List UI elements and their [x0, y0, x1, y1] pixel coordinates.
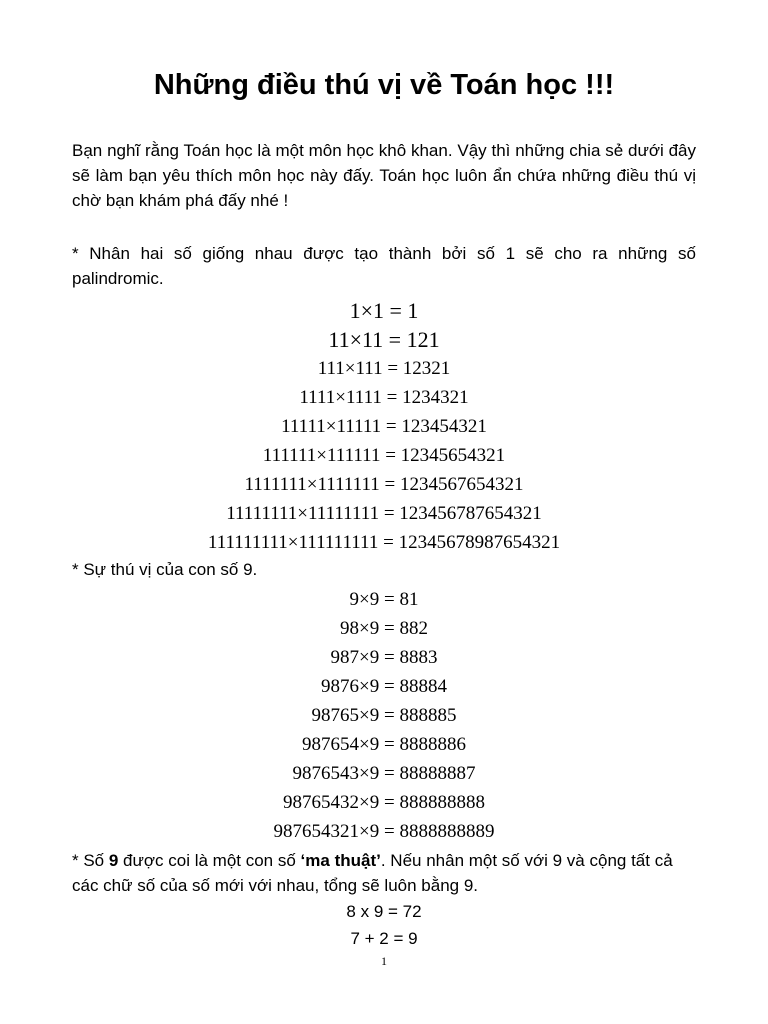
equation-line: 987654×9 = 8888886: [302, 734, 466, 755]
equation-line: 111×111 = 12321: [317, 358, 451, 379]
section2-heading: * Sự thú vị của con số 9.: [72, 560, 258, 579]
equation-line: 987654321×9 = 8888888889: [273, 821, 495, 842]
section3-prefix: * Số: [72, 851, 109, 870]
palindromic-equations: [0, 296, 768, 557]
equation-line: 1111×1111 = 1234321: [299, 387, 469, 408]
page-title: Những điều thú vị về Toán học !!!: [153, 69, 615, 101]
section3-heading: [72, 848, 696, 898]
equation-line: 9×9 = 81: [349, 589, 419, 610]
intro-paragraph: Bạn nghĩ rằng Toán học là một môn học khô khan. Vậy thì những chia sẻ dưới đây sẽ làm bạn yêu thích môn học này đấy. Toán học luôn ẩn chứa những điều thú vị chờ bạn khám phá đấy nhé !: [72, 141, 696, 210]
equation-line: 11111111×11111111 = 123456787654321: [226, 503, 542, 524]
section3-mid: được coi là một con số: [118, 851, 301, 870]
equation-line: 11×11 = 121: [328, 327, 440, 352]
page-number: 1: [381, 954, 387, 968]
equation-line: 98765×9 = 888885: [311, 705, 457, 726]
equation-line: 111111×111111 = 12345654321: [262, 445, 506, 466]
equation-line: 9876×9 = 88884: [321, 676, 447, 697]
example-equation: 8 x 9 = 72: [346, 902, 422, 921]
equation-line: 111111111×111111111 = 12345678987654321: [207, 532, 561, 553]
equation-line: 9876543×9 = 88888887: [292, 763, 476, 784]
section3-bold-magic: ‘ma thuật’: [300, 851, 381, 870]
section1-heading: * Nhân hai số giống nhau được tạo thành bởi số 1 sẽ cho ra những số palindromic.: [72, 244, 696, 288]
equation-line: 1111111×1111111 = 1234567654321: [244, 474, 524, 495]
equation-line: 11111×11111 = 123454321: [281, 416, 487, 437]
equation-line: 98×9 = 882: [340, 618, 428, 639]
example-equation: 7 + 2 = 9: [350, 929, 418, 948]
equation-line: 98765432×9 = 888888888: [283, 792, 485, 813]
equation-line: 987×9 = 8883: [330, 647, 438, 668]
section3-rest: . Nếu nhân một số với 9 và cộng tất cả các chữ số của số mới với nhau, tổng sẽ luôn bằng 9.: [72, 851, 673, 895]
section3-bold-nine: 9: [108, 851, 119, 870]
equation-line: 1×1 = 1: [349, 298, 419, 323]
nine-equations: [0, 585, 768, 846]
